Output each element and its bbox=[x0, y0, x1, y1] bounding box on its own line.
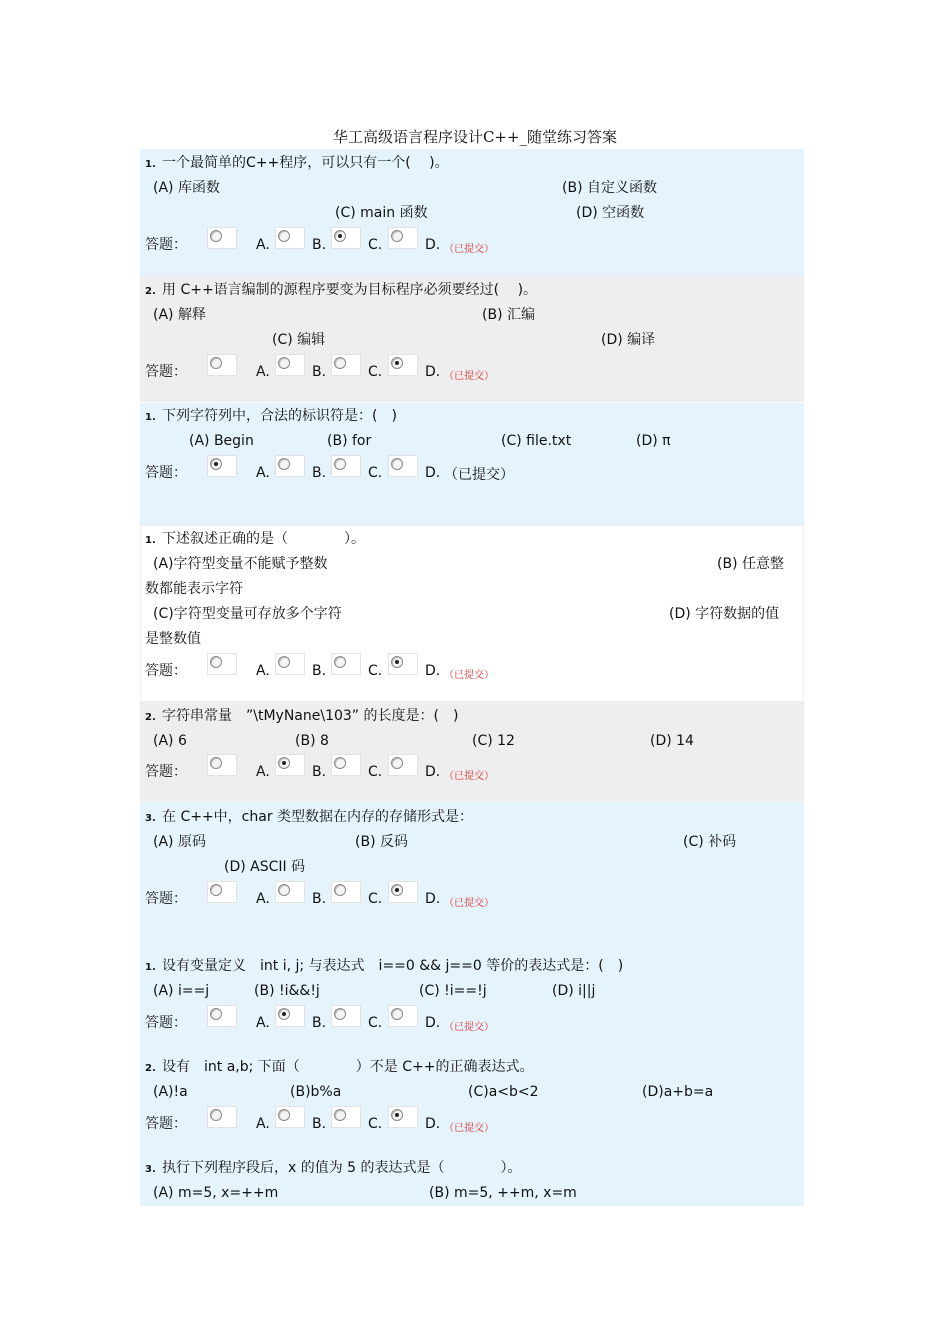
question-number: 2. bbox=[145, 1063, 156, 1074]
question-text: 设有 int a,b; 下面（ ）不是 C++的正确表达式。 bbox=[162, 1059, 534, 1075]
radio-c[interactable] bbox=[331, 754, 361, 776]
radio-c[interactable] bbox=[331, 653, 361, 675]
submitted-status: （已提交） bbox=[444, 244, 494, 255]
answer-label: 答题： bbox=[145, 891, 187, 907]
option-d: (D) ASCII 码 bbox=[224, 859, 306, 875]
option-a: (A) Begin bbox=[189, 433, 254, 449]
radio-b[interactable] bbox=[275, 653, 305, 675]
option-c: (C) file.txt bbox=[501, 433, 572, 449]
radio-a[interactable] bbox=[207, 881, 237, 903]
option-b: (B) 自定义函数 bbox=[562, 180, 657, 196]
radio-d[interactable] bbox=[388, 455, 418, 477]
option-a: (A) 6 bbox=[153, 733, 187, 749]
choice-b-letter: B. bbox=[312, 764, 327, 780]
answer-label: 答题： bbox=[145, 237, 187, 253]
choice-c-letter: C. bbox=[368, 465, 383, 481]
radio-d[interactable] bbox=[388, 881, 418, 903]
option-b: (B) 反码 bbox=[355, 834, 408, 850]
question-text: 下述叙述正确的是（ ）。 bbox=[162, 531, 365, 547]
radio-d[interactable] bbox=[388, 227, 418, 249]
option-a: (A) i==j bbox=[153, 983, 210, 999]
radio-c[interactable] bbox=[331, 1106, 361, 1128]
radio-b[interactable] bbox=[275, 227, 305, 249]
radio-a[interactable] bbox=[207, 354, 237, 376]
option-c: (C) 12 bbox=[472, 733, 515, 749]
question-number: 1. bbox=[145, 412, 156, 423]
radio-b[interactable] bbox=[275, 881, 305, 903]
question-text: 下列字符列中，合法的标识符是：( ) bbox=[162, 408, 397, 424]
option-a: (A) 原码 bbox=[153, 834, 206, 850]
radio-c[interactable] bbox=[331, 455, 361, 477]
radio-b[interactable] bbox=[275, 1106, 305, 1128]
option-b: (B) for bbox=[327, 433, 372, 449]
option-a: (A)字符型变量不能赋予整数 bbox=[153, 556, 328, 572]
choice-d-letter: D. bbox=[425, 364, 441, 380]
radio-a[interactable] bbox=[207, 754, 237, 776]
choice-b-letter: B. bbox=[312, 237, 327, 253]
answer-label: 答题： bbox=[145, 1116, 187, 1132]
option-d-continued: 是整数值 bbox=[145, 631, 201, 647]
question-number: 1. bbox=[145, 159, 156, 170]
question-number: 3. bbox=[145, 1164, 156, 1175]
choice-c-letter: C. bbox=[368, 891, 383, 907]
choice-a-letter: A. bbox=[256, 764, 270, 780]
choice-c-letter: C. bbox=[368, 764, 383, 780]
option-b: (B) 汇编 bbox=[482, 307, 535, 323]
question-number: 3. bbox=[145, 813, 156, 824]
radio-d[interactable] bbox=[388, 1106, 418, 1128]
choice-c-letter: C. bbox=[368, 663, 383, 679]
submitted-status: （已提交） bbox=[444, 371, 494, 382]
choice-c-letter: C. bbox=[368, 1116, 383, 1132]
choice-d-letter: D. bbox=[425, 1116, 441, 1132]
choice-d-letter: D. bbox=[425, 663, 441, 679]
choice-b-letter: B. bbox=[312, 364, 327, 380]
option-b: (B) 8 bbox=[295, 733, 329, 749]
answer-label: 答题： bbox=[145, 1015, 187, 1031]
submitted-status: （已提交） bbox=[444, 670, 494, 681]
option-a: (A) 解释 bbox=[153, 307, 206, 323]
option-d: (D) 字符数据的值 bbox=[669, 606, 780, 622]
question-text: 在 C++中，char 类型数据在内存的存储形式是： bbox=[162, 809, 474, 825]
radio-b[interactable] bbox=[275, 1005, 305, 1027]
question-text: 一个最简单的C++程序，可以只有一个( )。 bbox=[162, 155, 449, 171]
option-d: (D)a+b=a bbox=[642, 1084, 714, 1100]
choice-c-letter: C. bbox=[368, 1015, 383, 1031]
option-d: (D) 14 bbox=[650, 733, 694, 749]
choice-d-letter: D. bbox=[425, 237, 441, 253]
radio-a[interactable] bbox=[207, 653, 237, 675]
submitted-status: （已提交） bbox=[444, 1123, 494, 1134]
option-c: (C) main 函数 bbox=[335, 205, 428, 221]
question-text: 执行下列程序段后，x 的值为 5 的表达式是（ ）。 bbox=[162, 1160, 522, 1176]
answer-label: 答题： bbox=[145, 364, 187, 380]
choice-d-letter: D. bbox=[425, 1015, 441, 1031]
choice-a-letter: A. bbox=[256, 364, 270, 380]
option-d: (D) 空函数 bbox=[576, 205, 645, 221]
question-text: 用 C++语言编制的源程序要变为目标程序必须要经过( )。 bbox=[162, 282, 538, 298]
answer-label: 答题： bbox=[145, 663, 187, 679]
radio-d[interactable] bbox=[388, 1005, 418, 1027]
question-number: 1. bbox=[145, 535, 156, 546]
option-d: (D) i||j bbox=[552, 983, 596, 999]
choice-d-letter: D. bbox=[425, 891, 441, 907]
answer-label: 答题： bbox=[145, 764, 187, 780]
submitted-status: （已提交） bbox=[444, 771, 494, 782]
radio-a[interactable] bbox=[207, 1005, 237, 1027]
choice-a-letter: A. bbox=[256, 237, 270, 253]
question-number: 2. bbox=[145, 286, 156, 297]
radio-b[interactable] bbox=[275, 754, 305, 776]
answer-label: 答题： bbox=[145, 465, 187, 481]
option-a: (A) m=5, x=++m bbox=[153, 1185, 279, 1201]
submitted-status: （已提交） bbox=[444, 1022, 494, 1033]
option-b: (B) m=5, ++m, x=m bbox=[429, 1185, 577, 1201]
option-c: (C) 补码 bbox=[683, 834, 737, 850]
radio-a[interactable] bbox=[207, 455, 237, 477]
choice-d-letter: D. bbox=[425, 764, 441, 780]
option-b: (B) 任意整 bbox=[717, 556, 784, 572]
option-b: (B)b%a bbox=[290, 1084, 342, 1100]
option-c: (C)a<b<2 bbox=[468, 1084, 539, 1100]
option-b-continued: 数都能表示字符 bbox=[145, 581, 243, 597]
choice-a-letter: A. bbox=[256, 1116, 270, 1132]
radio-d[interactable] bbox=[388, 354, 418, 376]
choice-c-letter: C. bbox=[368, 237, 383, 253]
submitted-status: （已提交） bbox=[444, 898, 494, 909]
option-c: (C) !i==!j bbox=[419, 983, 487, 999]
question-number: 2. bbox=[145, 712, 156, 723]
radio-d[interactable] bbox=[388, 653, 418, 675]
radio-c[interactable] bbox=[331, 227, 361, 249]
option-a: (A) 库函数 bbox=[153, 180, 220, 196]
choice-c-letter: C. bbox=[368, 364, 383, 380]
radio-c[interactable] bbox=[331, 881, 361, 903]
option-c: (C) 编辑 bbox=[272, 332, 326, 348]
choice-a-letter: A. bbox=[256, 891, 270, 907]
question-number: 1. bbox=[145, 962, 156, 973]
radio-a[interactable] bbox=[207, 227, 237, 249]
option-b: (B) !i&&!j bbox=[254, 983, 320, 999]
choice-d-letter: D. bbox=[425, 465, 441, 481]
page-title: 华工高级语言程序设计C++_随堂练习答案 bbox=[332, 128, 618, 146]
option-a: (A)!a bbox=[153, 1084, 188, 1100]
choice-b-letter: B. bbox=[312, 663, 327, 679]
choice-b-letter: B. bbox=[312, 891, 327, 907]
choice-b-letter: B. bbox=[312, 1015, 327, 1031]
radio-d[interactable] bbox=[388, 754, 418, 776]
radio-b[interactable] bbox=[275, 354, 305, 376]
choice-a-letter: A. bbox=[256, 1015, 270, 1031]
choice-a-letter: A. bbox=[256, 663, 270, 679]
question-text: 字符串常量 ”\tMyNane\103” 的长度是：( ) bbox=[162, 708, 459, 724]
submitted-status: （已提交） bbox=[444, 467, 514, 483]
choice-b-letter: B. bbox=[312, 1116, 327, 1132]
choice-b-letter: B. bbox=[312, 465, 327, 481]
radio-c[interactable] bbox=[331, 1005, 361, 1027]
choice-a-letter: A. bbox=[256, 465, 270, 481]
option-c: (C)字符型变量可存放多个字符 bbox=[153, 606, 342, 622]
option-d: (D) π bbox=[636, 433, 671, 449]
radio-c[interactable] bbox=[331, 354, 361, 376]
radio-a[interactable] bbox=[207, 1106, 237, 1128]
radio-b[interactable] bbox=[275, 455, 305, 477]
question-text: 设有变量定义 int i, j; 与表达式 i==0 && j==0 等价的表达式是：( ) bbox=[162, 958, 624, 974]
option-d: (D) 编译 bbox=[601, 332, 656, 348]
